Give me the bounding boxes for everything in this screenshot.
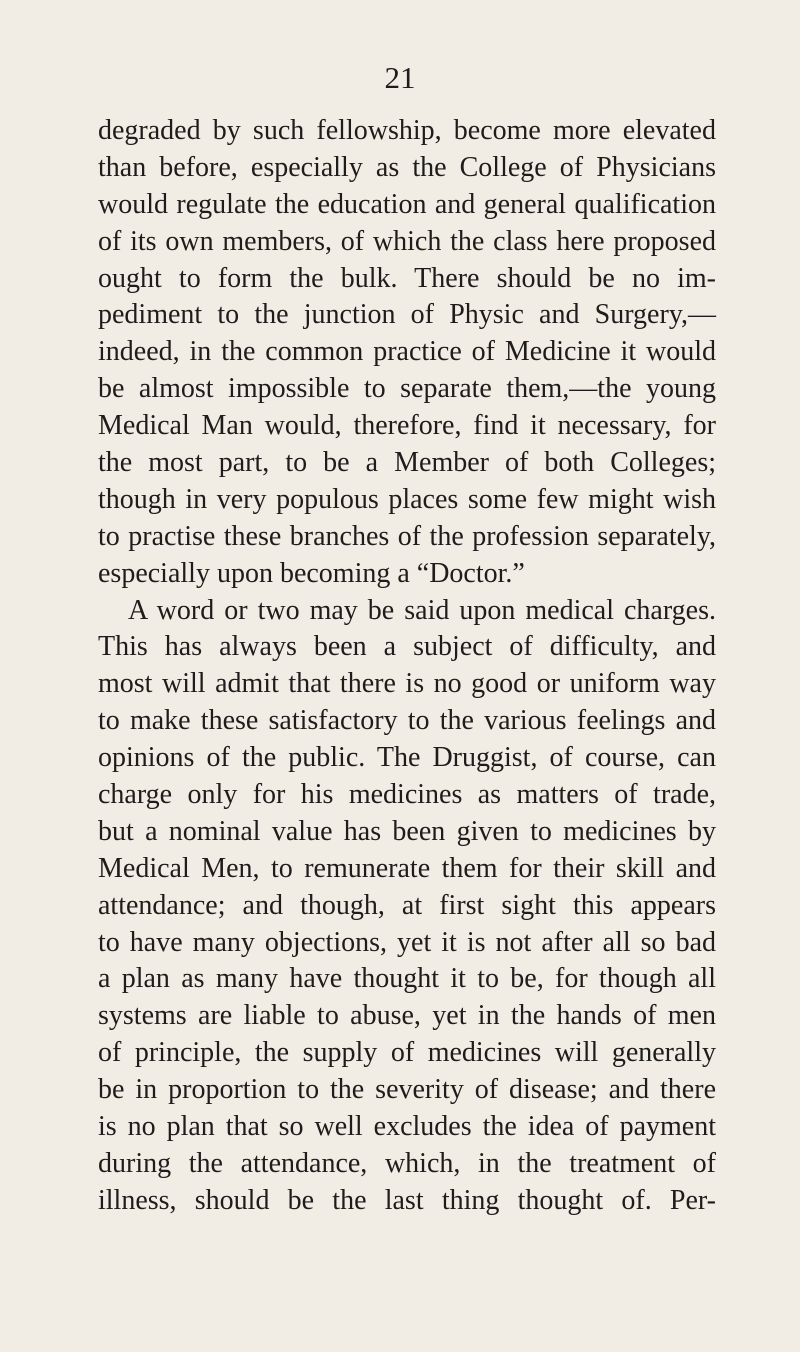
text-line: illness, should be the last thing thought of. Per-	[98, 1184, 716, 1216]
text-line: pediment to the junction of Physic and Surgery,—	[98, 299, 716, 331]
text-line: This has always been a subject of difficulty, and	[98, 631, 716, 663]
text-line: charge only for his medicines as matters of trade,	[98, 779, 716, 811]
text-line: ought to form the bulk. There should be no im-	[98, 262, 716, 294]
text-line: be almost impossible to separate them,—the young	[98, 373, 716, 405]
body-text	[98, 113, 716, 1220]
paragraph-start-line: A word or two may be said upon medical charges.	[128, 594, 716, 626]
text-line: would regulate the education and general qualification	[98, 188, 716, 220]
text-line: than before, especially as the College of Physicians	[98, 151, 716, 183]
text-line: to make these satisfactory to the various feelings and	[98, 705, 716, 737]
text-line: a plan as many have thought it to be, for though all	[98, 963, 716, 995]
page-number: 21	[384, 60, 416, 95]
text-line: indeed, in the common practice of Medicine it would	[98, 336, 716, 368]
text-line: to practise these branches of the profession separately,	[98, 520, 716, 552]
text-line: is no plan that so well excludes the idea of payment	[98, 1111, 716, 1143]
text-line: but a nominal value has been given to medicines by	[98, 815, 716, 847]
text-line: degraded by such fellowship, become more elevated	[98, 115, 716, 146]
text-line: be in proportion to the severity of disease; and there	[98, 1074, 716, 1106]
text-line: Medical Men, to remunerate them for their skill and	[98, 852, 716, 884]
text-line: though in very populous places some few might wish	[98, 483, 716, 515]
text-line: Medical Man would, therefore, find it necessary, for	[98, 410, 716, 442]
text-line: during the attendance, which, in the treatment of	[98, 1147, 716, 1179]
text-line: most will admit that there is no good or uniform way	[98, 668, 716, 700]
text-line: systems are liable to abuse, yet in the hands of men	[98, 1000, 716, 1032]
paragraph-end-line: especially upon becoming a “Doctor.”	[98, 557, 525, 589]
text-line: opinions of the public. The Druggist, of course, can	[98, 742, 716, 774]
text-line: of its own members, of which the class here proposed	[98, 225, 716, 257]
text-line: the most part, to be a Member of both Colleges;	[98, 447, 716, 479]
text-line: of principle, the supply of medicines will generally	[98, 1037, 716, 1069]
text-line: attendance; and though, at first sight this appears	[98, 889, 716, 921]
text-line: to have many objections, yet it is not after all so bad	[98, 926, 716, 958]
